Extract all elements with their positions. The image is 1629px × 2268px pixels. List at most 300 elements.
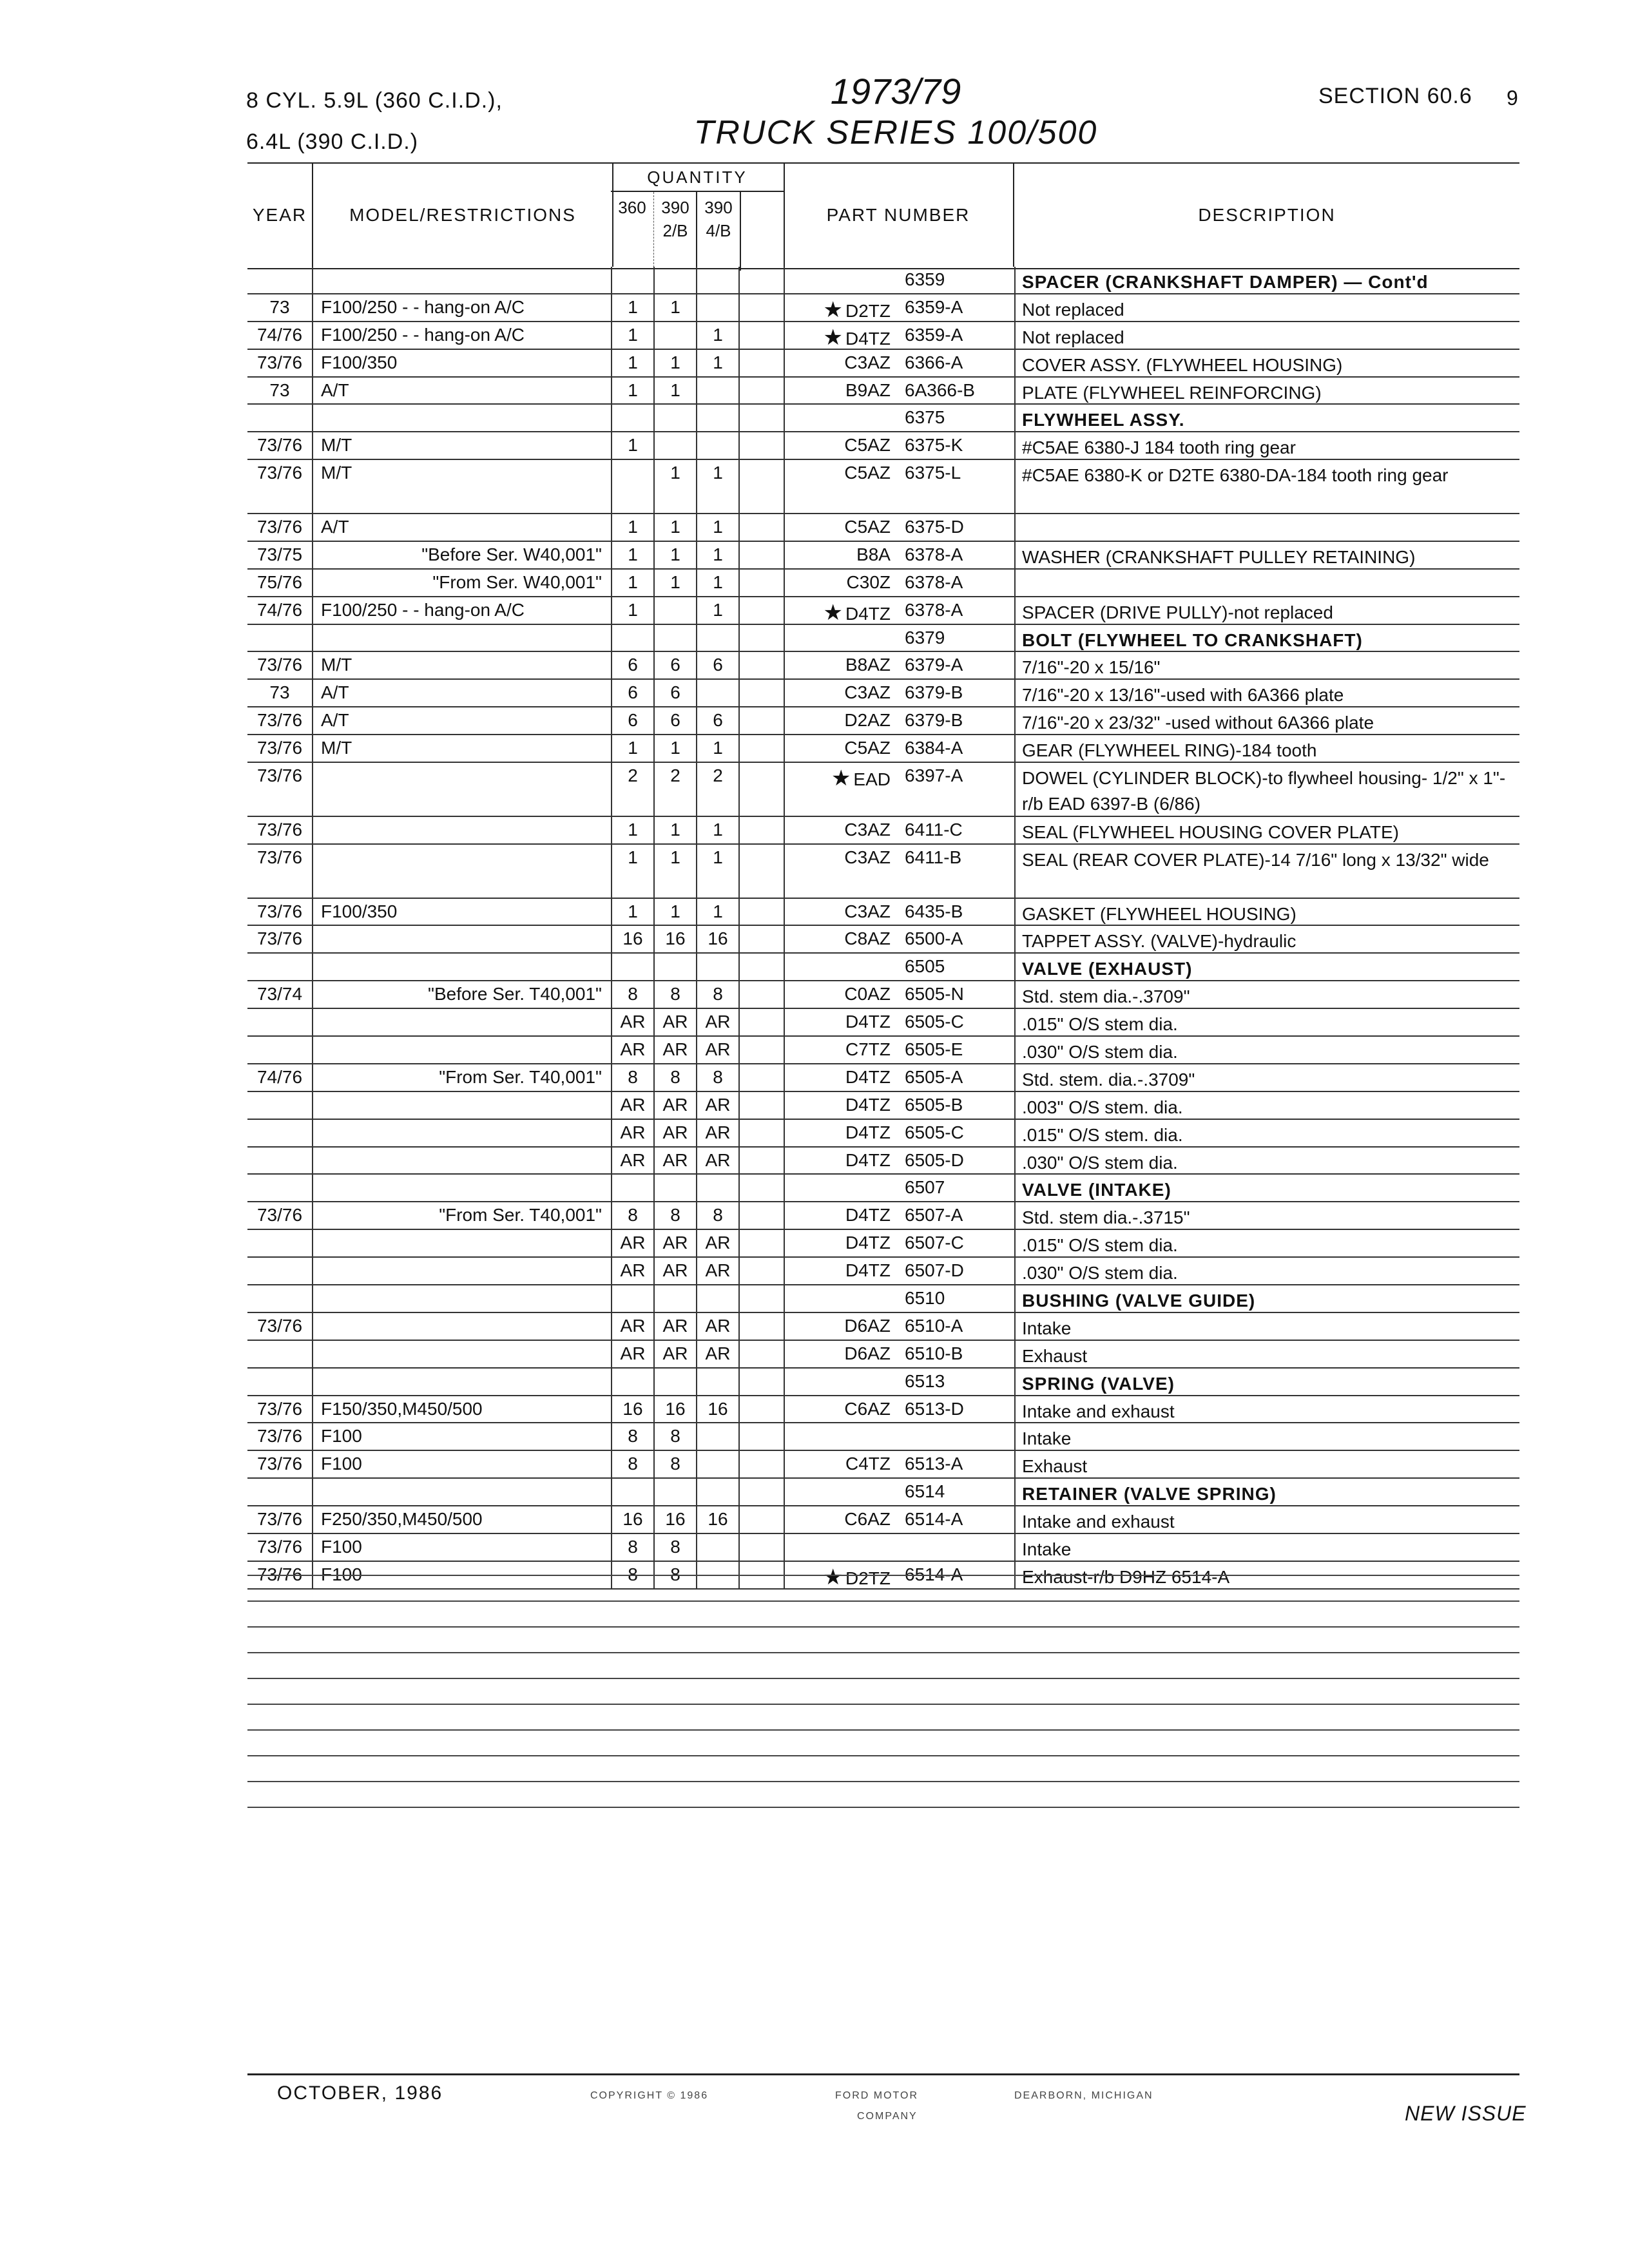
part-base-cell: 6507-A (905, 1205, 963, 1225)
qty-390-2b-cell: 6 (653, 652, 696, 678)
part-prefix: C3AZ (844, 352, 891, 372)
blank-rule (247, 1781, 1519, 1782)
table-row (247, 597, 1519, 625)
qty-390-2b-cell: 1 (653, 460, 696, 513)
year-cell: 73/76 (256, 655, 303, 675)
description-cell: Not replaced (1014, 322, 1519, 349)
qty-390-4b-cell: 1 (696, 597, 738, 624)
part-base-cell: 6510-B (905, 1343, 963, 1363)
table-row (247, 845, 1519, 899)
star-icon: ★ (823, 325, 843, 350)
part-prefix: C5AZ (844, 463, 891, 483)
col-part-number: PART NUMBER (784, 164, 1014, 267)
model-cell: F100/250 - - hang-on A/C (312, 294, 611, 321)
qty-spacer-cell (738, 378, 784, 404)
qty-390-2b-cell: AR (653, 1092, 696, 1119)
table-row (247, 1009, 1519, 1037)
qty-390-2b-cell: 1 (653, 350, 696, 376)
qty-spacer-cell (738, 1009, 784, 1035)
part-prefix: EAD (853, 769, 891, 790)
part-prefix: D4TZ (845, 1205, 891, 1225)
qty-390-2b-cell: 2 (653, 763, 696, 816)
qty-390-2b-cell: AR (653, 1037, 696, 1063)
qty-spacer-cell (738, 432, 784, 459)
part-prefix-cell (784, 1037, 900, 1063)
model-cell (312, 845, 611, 898)
qty-spacer-cell (738, 1230, 784, 1256)
star-icon: ★ (823, 297, 843, 322)
qty-360-cell: AR (611, 1341, 653, 1367)
part-prefix-cell (784, 763, 900, 816)
table-row (247, 707, 1519, 735)
year-cell (247, 267, 312, 293)
part-group-heading (247, 405, 1519, 432)
year-cell (247, 1258, 312, 1284)
year-cell: 73/76 (256, 847, 303, 867)
qty-390-4b-cell: AR (696, 1120, 738, 1146)
year-cell: 73/76 (256, 1537, 303, 1557)
qty-390-4b-cell: 1 (696, 899, 738, 925)
part-base-cell: 6513-D (905, 1398, 964, 1419)
part-base-cell: 6505-B (905, 1094, 963, 1115)
qty-360-cell: AR (611, 1258, 653, 1284)
part-prefix: D4TZ (845, 1094, 891, 1115)
model-cell: F100 (312, 1562, 611, 1588)
model-cell (312, 817, 611, 843)
part-prefix-cell (784, 1479, 900, 1505)
part-prefix: D2TZ (845, 1568, 891, 1588)
year-cell (247, 1092, 312, 1119)
description-cell: TAPPET ASSY. (VALVE)-hydraulic (1014, 926, 1519, 952)
qty-spacer-cell (738, 597, 784, 624)
qty-spacer-cell (738, 735, 784, 762)
part-prefix-cell (784, 1423, 900, 1450)
table-row (247, 1313, 1519, 1341)
table-row (247, 1451, 1519, 1479)
qty-360-cell (611, 954, 653, 980)
part-prefix: B9AZ (845, 380, 891, 400)
q2-sub: 2/B (662, 221, 688, 240)
part-base-cell: 6514-A (905, 1564, 963, 1584)
qty-390-4b-cell: 16 (696, 1396, 738, 1423)
year-cell: 73/76 (256, 710, 303, 731)
model-cell (312, 1285, 611, 1312)
part-base-cell: 6411-C (905, 819, 963, 840)
qty-spacer-cell (738, 1258, 784, 1284)
qty-spacer-cell (738, 1451, 784, 1477)
part-base-cell: 6507-D (905, 1260, 964, 1281)
part-base-cell: 6514-A (905, 1509, 963, 1530)
part-group-heading (247, 1285, 1519, 1313)
description-cell: RETAINER (VALVE SPRING) (1014, 1479, 1519, 1505)
qty-390-2b-cell: 1 (653, 294, 696, 321)
qty-390-2b-cell: 8 (653, 1562, 696, 1588)
model-cell (312, 1341, 611, 1367)
model-cell: M/T (312, 432, 611, 459)
qty-spacer-cell (738, 267, 784, 293)
qty-360-cell: 1 (611, 322, 653, 349)
description-cell: COVER ASSY. (FLYWHEEL HOUSING) (1014, 350, 1519, 376)
qty-360-cell: AR (611, 1148, 653, 1174)
description-cell: SEAL (REAR COVER PLATE)-14 7/16" long x 13/32" wide (1014, 845, 1519, 898)
qty-390-4b-cell: 6 (696, 707, 738, 734)
year-cell (247, 1230, 312, 1256)
qty-spacer-cell (738, 1202, 784, 1229)
table-row (247, 899, 1519, 927)
qty-360-cell: 1 (611, 542, 653, 568)
qty-390-4b-cell: 1 (696, 350, 738, 376)
part-prefix: C4TZ (845, 1454, 891, 1474)
qty-360-cell (611, 1285, 653, 1312)
blank-rule (247, 1755, 1519, 1756)
qty-390-4b-cell (696, 954, 738, 980)
part-prefix-cell (784, 1230, 900, 1256)
part-base-cell: 6505-D (905, 1149, 964, 1170)
model-cell (312, 1148, 611, 1174)
qty-360-cell: AR (611, 1009, 653, 1035)
footer-copyright: COPYRIGHT © 1986 (590, 2090, 709, 2101)
part-prefix-cell (784, 981, 900, 1008)
part-prefix: D4TZ (845, 1012, 891, 1032)
year-cell: 74/76 (256, 324, 303, 345)
col-q-390-4b (696, 192, 741, 271)
part-prefix: C8AZ (844, 928, 891, 949)
model-cell: F100 (312, 1423, 611, 1450)
blank-rule (247, 1704, 1519, 1705)
qty-360-cell: 8 (611, 1423, 653, 1450)
qty-spacer-cell (738, 322, 784, 349)
qty-390-2b-cell: 1 (653, 899, 696, 925)
qty-390-4b-cell (696, 378, 738, 404)
qty-390-4b-cell: 8 (696, 981, 738, 1008)
model-cell (312, 1120, 611, 1146)
part-base-cell: 6513-A (905, 1454, 963, 1474)
part-base-cell: 6505-C (905, 1012, 964, 1032)
model-cell (312, 1037, 611, 1063)
part-base-cell: 6397-A (905, 765, 963, 786)
part-prefix-cell (784, 1451, 900, 1477)
year-cell: 73/75 (256, 544, 303, 564)
part-base-cell (900, 1534, 1014, 1561)
qty-360-cell (611, 267, 653, 293)
part-prefix-cell (784, 570, 900, 596)
description-cell: .030" O/S stem dia. (1014, 1037, 1519, 1063)
qty-360-cell: 8 (611, 1534, 653, 1561)
part-base-cell: 6507 (905, 1177, 945, 1198)
part-base-cell: 6375-D (905, 517, 964, 537)
description-cell: Std. stem dia.-.3715" (1014, 1202, 1519, 1229)
qty-360-cell: AR (611, 1037, 653, 1063)
model-cell (312, 926, 611, 952)
model-cell (312, 405, 611, 431)
qty-390-4b-cell: AR (696, 1148, 738, 1174)
qty-spacer-cell (738, 680, 784, 706)
engine-line-2: 6.4L (390 C.I.D.) (246, 130, 419, 154)
model-cell: F100/250 - - hang-on A/C (312, 597, 611, 624)
qty-390-2b-cell: 6 (653, 680, 696, 706)
qty-spacer-cell (738, 1092, 784, 1119)
part-prefix: D6AZ (844, 1315, 891, 1336)
description-cell: Exhaust (1014, 1341, 1519, 1367)
model-cell (312, 1313, 611, 1340)
part-base-cell: 6375-K (905, 435, 963, 456)
part-base-cell: 6378-A (905, 544, 963, 564)
qty-390-4b-cell: AR (696, 1092, 738, 1119)
description-cell: BOLT (FLYWHEEL TO CRANKSHAFT) (1014, 625, 1519, 651)
q3-sub: 4/B (706, 221, 731, 240)
part-group-heading (247, 625, 1519, 653)
qty-390-2b-cell (653, 1175, 696, 1201)
qty-spacer-cell (738, 1369, 784, 1395)
model-cell (312, 1369, 611, 1395)
model-cell (312, 1092, 611, 1119)
part-group-heading (247, 1369, 1519, 1396)
qty-spacer-cell (738, 817, 784, 843)
part-prefix: B8AZ (845, 655, 891, 675)
model-cell: "From Ser. W40,001" (312, 570, 611, 596)
blank-rule (247, 1729, 1519, 1731)
qty-360-cell: 2 (611, 763, 653, 816)
description-cell: .003" O/S stem. dia. (1014, 1092, 1519, 1119)
description-cell: .015" O/S stem dia. (1014, 1230, 1519, 1256)
qty-spacer-cell (738, 954, 784, 980)
qty-390-2b-cell: AR (653, 1148, 696, 1174)
model-cell (312, 954, 611, 980)
qty-390-2b-cell: 1 (653, 570, 696, 596)
part-prefix-cell (784, 652, 900, 678)
part-base-cell: 6513 (905, 1370, 945, 1391)
part-prefix-cell (784, 1148, 900, 1174)
part-prefix: D2TZ (845, 300, 891, 321)
description-cell: Intake and exhaust (1014, 1506, 1519, 1533)
model-cell (312, 1258, 611, 1284)
part-base-cell: 6379 (905, 627, 945, 648)
part-base-cell: 6378-A (905, 572, 963, 592)
qty-390-4b-cell (696, 1423, 738, 1450)
qty-390-2b-cell: AR (653, 1230, 696, 1256)
qty-390-4b-cell (696, 294, 738, 321)
qty-360-cell: 8 (611, 1451, 653, 1477)
part-prefix-cell (784, 1092, 900, 1119)
table-row (247, 1092, 1519, 1120)
qty-390-4b-cell (696, 1479, 738, 1505)
qty-390-2b-cell: 16 (653, 1396, 696, 1423)
part-prefix: D6AZ (844, 1343, 891, 1363)
table-row (247, 322, 1519, 350)
table-header (247, 162, 1519, 269)
qty-360-cell (611, 405, 653, 431)
table-row (247, 735, 1519, 763)
qty-390-2b-cell (653, 432, 696, 459)
part-prefix-cell (784, 680, 900, 706)
qty-spacer-cell (738, 625, 784, 651)
part-prefix-cell (784, 542, 900, 568)
year-cell (247, 405, 312, 431)
qty-spacer-cell (738, 542, 784, 568)
table-row (247, 1064, 1519, 1092)
description-cell: #C5AE 6380-K or D2TE 6380-DA-184 tooth ring gear (1014, 460, 1519, 513)
year-cell (247, 1175, 312, 1201)
table-row (247, 1202, 1519, 1230)
qty-390-2b-cell (653, 322, 696, 349)
part-group-heading (247, 954, 1519, 981)
qty-390-2b-cell (653, 954, 696, 980)
model-cell: "From Ser. T40,001" (312, 1202, 611, 1229)
qty-360-cell: 8 (611, 981, 653, 1008)
qty-390-4b-cell: 1 (696, 845, 738, 898)
qty-360-cell: 1 (611, 845, 653, 898)
qty-spacer-cell (738, 1396, 784, 1423)
footer-location: DEARBORN, MICHIGAN (1014, 2090, 1153, 2101)
header-title (689, 71, 1102, 153)
model-cell: F250/350,M450/500 (312, 1506, 611, 1533)
model-cell: "Before Ser. W40,001" (312, 542, 611, 568)
description-cell: Intake (1014, 1423, 1519, 1450)
qty-390-4b-cell: 16 (696, 926, 738, 952)
year-cell (247, 1341, 312, 1367)
part-prefix-cell (784, 954, 900, 980)
qty-390-4b-cell: 1 (696, 570, 738, 596)
part-prefix: C3AZ (844, 682, 891, 703)
qty-390-4b-cell: 1 (696, 817, 738, 843)
qty-spacer-cell (738, 1037, 784, 1063)
part-base-cell: 6379-A (905, 655, 963, 675)
part-prefix: C5AZ (844, 517, 891, 537)
table-row (247, 763, 1519, 817)
qty-360-cell (611, 1175, 653, 1201)
qty-spacer-cell (738, 1120, 784, 1146)
part-prefix: B8A (856, 544, 891, 564)
col-description: DESCRIPTION (1198, 205, 1336, 225)
year-cell: 73/76 (256, 1426, 303, 1446)
part-prefix-cell (784, 899, 900, 925)
part-prefix-cell (784, 597, 900, 624)
model-cell (312, 1479, 611, 1505)
table-row (247, 570, 1519, 597)
qty-360-cell: 16 (611, 1396, 653, 1423)
qty-390-4b-cell: AR (696, 1230, 738, 1256)
part-prefix-cell (784, 267, 900, 293)
col-q-360 (611, 192, 653, 271)
qty-spacer-cell (738, 926, 784, 952)
part-base-cell: 6505-A (905, 1066, 963, 1087)
part-prefix: C3AZ (844, 847, 891, 867)
qty-360-cell: 16 (611, 1506, 653, 1533)
part-base-cell: 6505 (905, 956, 945, 977)
year-cell (247, 1037, 312, 1063)
description-cell: #C5AE 6380-J 184 tooth ring gear (1014, 432, 1519, 459)
description-cell: Exhaust (1014, 1451, 1519, 1477)
description-cell: FLYWHEEL ASSY. (1014, 405, 1519, 431)
table-row (247, 542, 1519, 570)
col-year: YEAR (247, 164, 313, 267)
part-base-cell (900, 1423, 1014, 1450)
table-row (247, 432, 1519, 460)
year-cell: 73/76 (256, 928, 303, 949)
qty-390-4b-cell: 1 (696, 322, 738, 349)
qty-360-cell: AR (611, 1092, 653, 1119)
part-prefix: D4TZ (845, 1149, 891, 1170)
qty-spacer-cell (738, 1313, 784, 1340)
description-cell: SPACER (CRANKSHAFT DAMPER) — Cont'd (1014, 267, 1519, 293)
part-prefix-cell (784, 378, 900, 404)
qty-360-cell: 1 (611, 735, 653, 762)
footer-company-1: FORD MOTOR (835, 2090, 919, 2101)
part-base-cell: 6378-A (905, 599, 963, 620)
qty-390-2b-cell: 6 (653, 707, 696, 734)
year-cell: 73/76 (256, 435, 303, 456)
table-row (247, 1148, 1519, 1175)
qty-390-4b-cell (696, 625, 738, 651)
qty-390-4b-cell: 8 (696, 1064, 738, 1091)
model-cell (312, 267, 611, 293)
part-prefix-cell (784, 432, 900, 459)
model-cell (312, 763, 611, 816)
qty-390-4b-cell (696, 1451, 738, 1477)
qty-390-2b-cell: 1 (653, 378, 696, 404)
part-prefix-cell (784, 1064, 900, 1091)
qty-390-2b-cell (653, 625, 696, 651)
table-row (247, 1037, 1519, 1064)
year-cell (247, 1285, 312, 1312)
part-prefix: C3AZ (844, 819, 891, 840)
star-icon: ★ (831, 766, 851, 791)
qty-390-2b-cell: 1 (653, 542, 696, 568)
part-prefix: C6AZ (844, 1509, 891, 1530)
blank-rule (247, 1652, 1519, 1653)
qty-spacer-cell (738, 1423, 784, 1450)
qty-390-2b-cell: 8 (653, 981, 696, 1008)
description-cell: Intake and exhaust (1014, 1396, 1519, 1423)
parts-table-body (247, 267, 1519, 1590)
part-base-cell: 6514 (905, 1481, 945, 1502)
qty-360-cell (611, 1479, 653, 1505)
section-number: SECTION 60.6 (1318, 84, 1472, 108)
part-base-cell: 6359 (905, 269, 945, 289)
model-cell: M/T (312, 735, 611, 762)
q2-label: 390 (661, 198, 689, 217)
table-row (247, 1120, 1519, 1148)
part-base-cell: 6435-B (905, 901, 963, 921)
part-base-cell: 6359-A (905, 296, 963, 317)
qty-390-2b-cell: 1 (653, 845, 696, 898)
model-cell (312, 1175, 611, 1201)
description-cell: VALVE (EXHAUST) (1014, 954, 1519, 980)
description-cell: WASHER (CRANKSHAFT PULLEY RETAINING) (1014, 542, 1519, 568)
part-prefix-cell (784, 1341, 900, 1367)
year-cell: 73/76 (256, 765, 303, 786)
description-cell: SEAL (FLYWHEEL HOUSING COVER PLATE) (1014, 817, 1519, 843)
model-cell: A/T (312, 680, 611, 706)
qty-360-cell: 1 (611, 899, 653, 925)
qty-390-4b-cell: 1 (696, 735, 738, 762)
description-cell (1014, 570, 1519, 596)
qty-360-cell: 6 (611, 707, 653, 734)
qty-360-cell: 8 (611, 1562, 653, 1588)
part-prefix: D4TZ (845, 1233, 891, 1253)
qty-390-4b-cell: 16 (696, 1506, 738, 1533)
qty-390-2b-cell: 1 (653, 514, 696, 541)
model-cell: M/T (312, 460, 611, 513)
year-cell (247, 1148, 312, 1174)
year-cell: 73/76 (256, 352, 303, 372)
model-cell: "Before Ser. T40,001" (312, 981, 611, 1008)
qty-390-2b-cell: 1 (653, 817, 696, 843)
description-cell: GEAR (FLYWHEEL RING)-184 tooth (1014, 735, 1519, 762)
qty-360-cell: 1 (611, 514, 653, 541)
model-cell (312, 625, 611, 651)
table-row (247, 652, 1519, 680)
